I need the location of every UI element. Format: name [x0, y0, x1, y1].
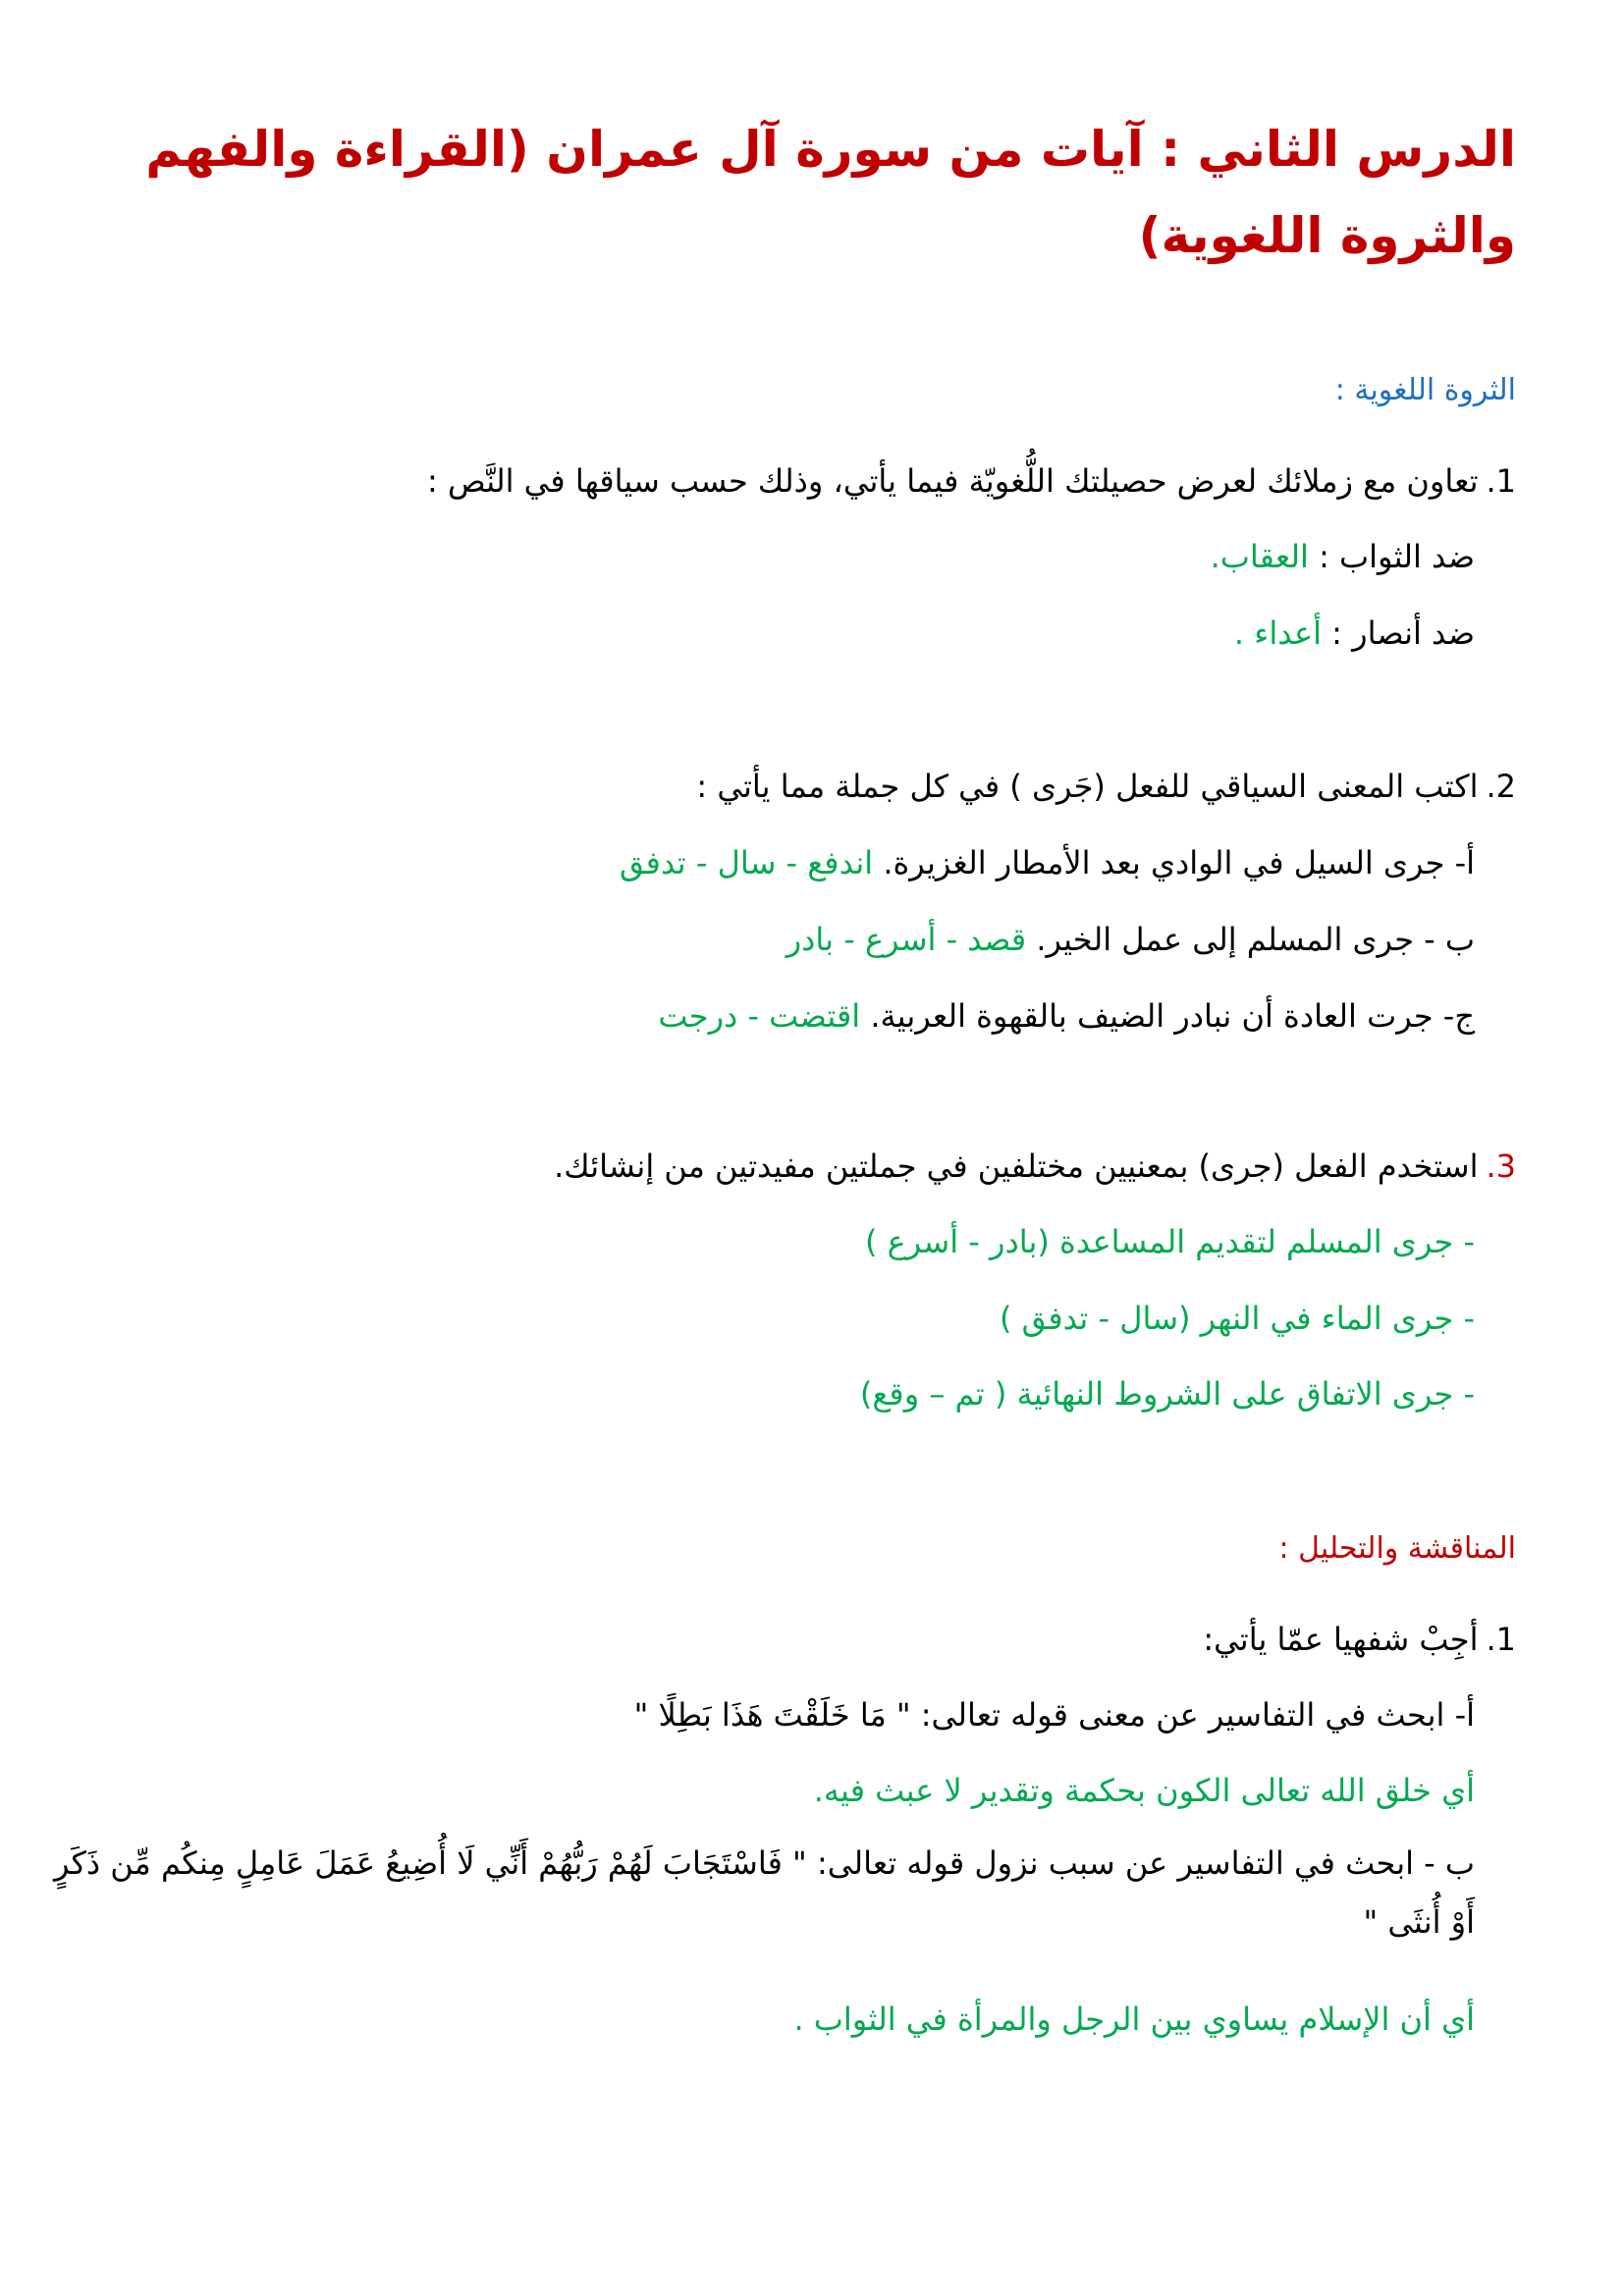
answer-line: - جرى الاتفاق على الشروط النهائية ( تم – وقع)	[859, 1375, 1475, 1413]
question-text: استخدم الفعل (جرى) بمعنيين مختلفين في جملتين مفيدتين من إنشائك.	[554, 1148, 1479, 1185]
question-text: أجِبْ شفهيا عمّا يأتي:	[1203, 1621, 1479, 1658]
question-number: 1.	[1486, 1621, 1516, 1658]
item-answer: اندفع - سال - تدفق	[619, 844, 874, 881]
page-title: الدرس الثاني : آيات من سورة آل عمران (القراءة والفهم والثروة اللغوية)	[145, 121, 1516, 264]
item-label: ضد أنصار :	[1321, 614, 1475, 652]
list-item	[658, 994, 1475, 1038]
item-answer: قصد - أسرع - بادر	[785, 921, 1027, 958]
section-heading-discussion: المناقشة والتحليل :	[1278, 1531, 1516, 1566]
question-number: 3.	[1486, 1148, 1516, 1185]
list-item	[1211, 535, 1475, 578]
answer-line: أي أن الإسلام يساوي بين الرجل والمرأة في الثواب .	[793, 2001, 1475, 2038]
answer-line: - جرى الماء في النهر (سال - تدفق )	[999, 1300, 1475, 1337]
item-answer: العقاب.	[1210, 538, 1309, 575]
question-2	[696, 765, 1516, 808]
answer-line: - جرى المسلم لتقديم المساعدة (بادر - أسرع )	[865, 1223, 1475, 1260]
item-label: أ- جرى السيل في الوادي بعد الأمطار الغزيرة.	[873, 844, 1475, 881]
question-text: اكتب المعنى السياقي للفعل (جَرى ) في كل جملة مما يأتي :	[696, 768, 1479, 805]
discussion-question-1	[1203, 1618, 1516, 1661]
question-1	[427, 459, 1516, 503]
sub-question-b: ب - ابحث في التفاسير عن سبب نزول قوله تعالى: " فَاسْتَجَابَ لَهُمْ رَبُّهُمْ أَنِّي لَا أُضِيعُ عَمَلَ عَامِلٍ مِنكُم مِّن ذَكَرٍ أَوْ أُنثَى "	[53, 1844, 1475, 1941]
list-item	[620, 841, 1475, 884]
item-answer: أعداء .	[1233, 614, 1322, 652]
question-text: تعاون مع زملائك لعرض حصيلتك اللُّغويّة فيما يأتي، وذلك حسب سياقها في النَّص :	[427, 462, 1479, 500]
item-label: ضد الثواب :	[1308, 538, 1475, 575]
list-item	[786, 918, 1475, 961]
question-number: 1.	[1486, 462, 1516, 500]
answer-line: أي خلق الله تعالى الكون بحكمة وتقدير لا عبث فيه.	[813, 1772, 1475, 1809]
list-item	[1234, 612, 1475, 655]
question-3	[554, 1145, 1516, 1188]
item-label: ج- جرت العادة أن نبادر الضيف بالقهوة العربية.	[860, 997, 1475, 1035]
question-number: 2.	[1486, 768, 1516, 805]
section-heading-vocabulary: الثروة اللغوية :	[1334, 373, 1516, 407]
item-answer: اقتضت - درجت	[658, 997, 861, 1035]
item-label: ب - جرى المسلم إلى عمل الخير.	[1026, 921, 1475, 958]
sub-question-a: أ- ابحث في التفاسير عن معنى قوله تعالى: " مَا خَلَقْتَ هَذَا بَطِلًا "	[633, 1696, 1475, 1734]
